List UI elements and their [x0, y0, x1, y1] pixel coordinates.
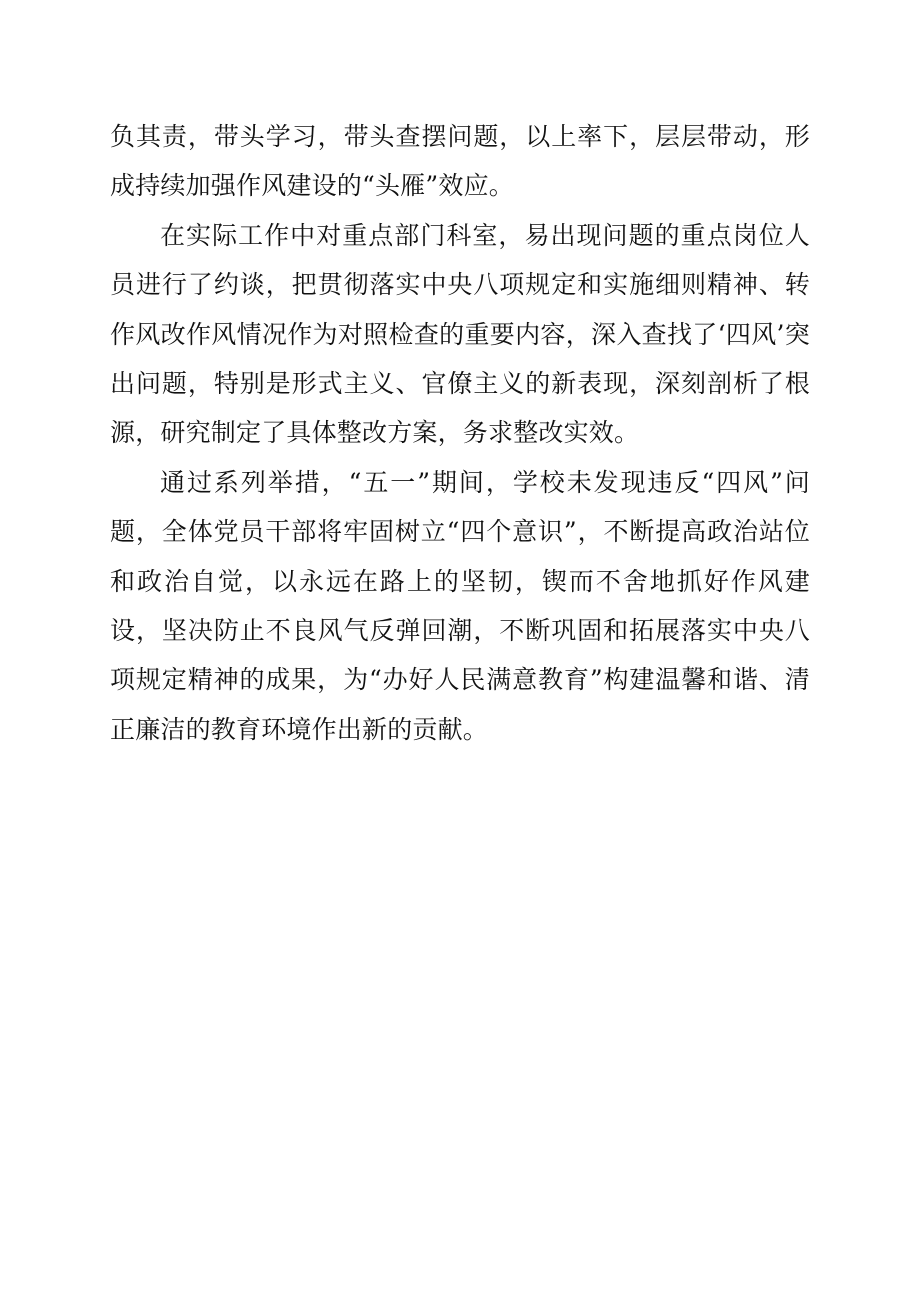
document-body: [110, 112, 810, 754]
paragraph-continuation: 负其责，带头学习，带头查摆问题，以上率下，层层带动，形成持续加强作风建设的“头雁”效应。: [110, 122, 810, 201]
paragraph-conclusion: 通过系列举措，“五一”期间，学校未发现违反“四风”问题，全体党员干部将牢固树立“四个意识”，不断提高政治站位和政治自觉，以永远在路上的坚韧，锲而不舍地抓好作风建设，坚决防止不良风气反弹回潮，不断巩固和拓展落实中央八项规定精神的成果，为“办好人民满意教育”构建温馨和谐、清正廉洁的教育环境作出新的贡献。: [110, 467, 810, 744]
paragraph-rectification: 在实际工作中对重点部门科室，易出现问题的重点岗位人员进行了约谈，把贯彻落实中央八项规定和实施细则精神、转作风改作风情况作为对照检查的重要内容，深入查找了‘四风’突出问题，特别是形式主义、官僚主义的新表现，深刻剖析了根源，研究制定了具体整改方案，务求整改实效。: [110, 220, 810, 448]
